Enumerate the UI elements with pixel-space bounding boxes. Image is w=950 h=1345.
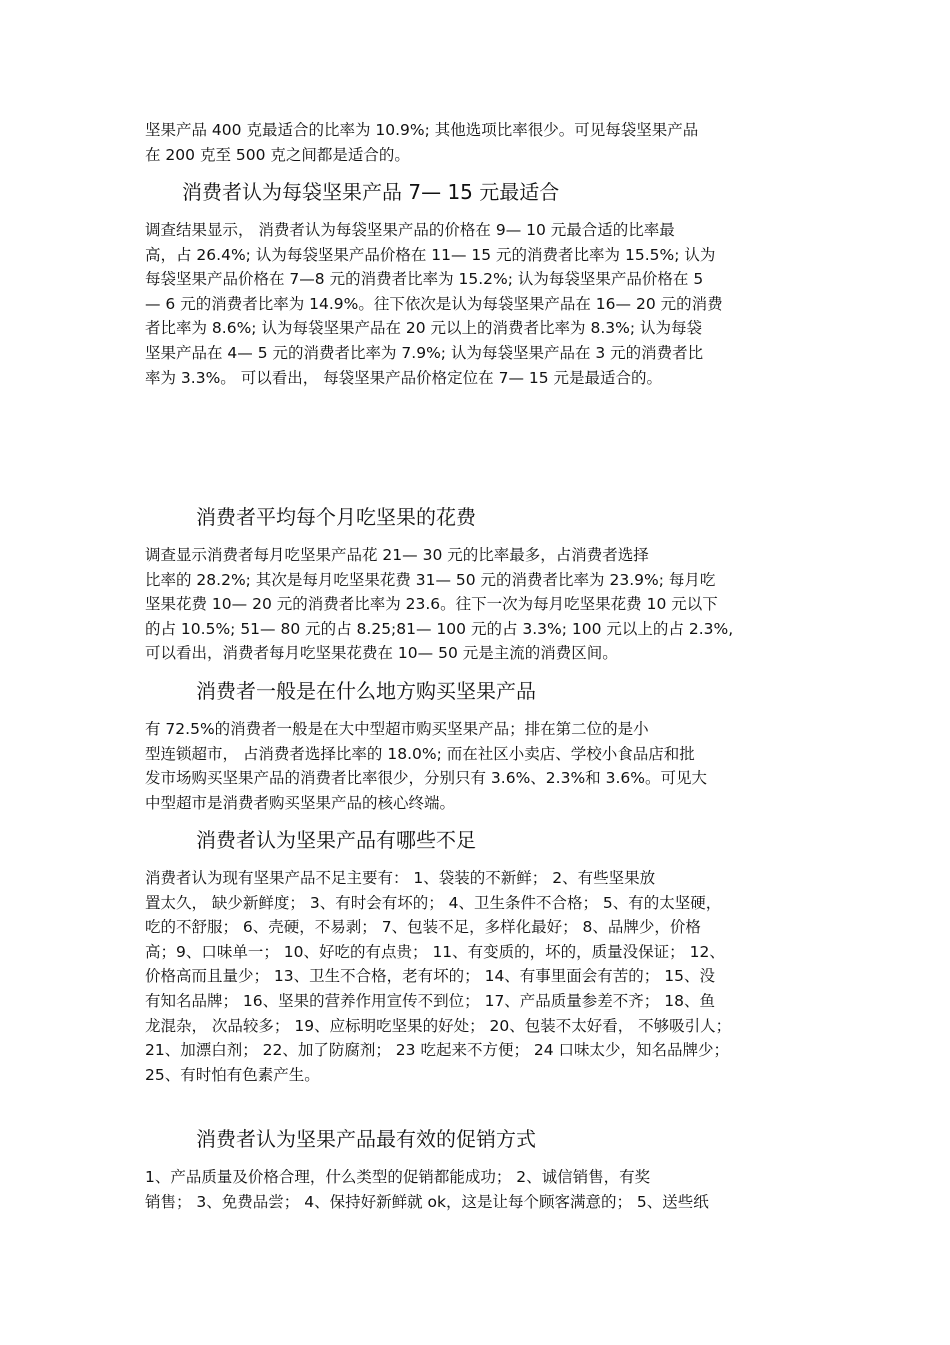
text-line: 有 72.5%的消费者一般是在大中型超市购买坚果产品；排在第二位的是小 xyxy=(145,720,649,738)
text-line: 可以看出，消费者每月吃坚果花费在 10— 50 元是主流的消费区间。 xyxy=(145,644,618,663)
heading-purchase-place: 消费者一般是在什么地方购买坚果产品 xyxy=(196,679,536,703)
price-paragraph xyxy=(145,218,723,390)
text-line: 1、产品质量及价格合理，什么类型的促销都能成功； 2、诚信销售，有奖 xyxy=(145,1168,651,1186)
text-line: 有知名品牌； 16、坚果的营养作用宣传不到位； 17、产品质量参差不齐； 18、鱼 xyxy=(145,991,715,1010)
text-line: — 6 元的消费者比率为 14.9%。往下依次是认为每袋坚果产品在 16— 20 元的消费 xyxy=(145,294,723,313)
text-line: 调查显示消费者每月吃坚果产品花 21— 30 元的比率最多，占消费者选择 xyxy=(145,546,649,564)
text-line: 置太久， 缺少新鲜度； 3、有时会有坏的； 4、卫生条件不合格； 5、有的太坚硬， xyxy=(145,893,722,912)
text-line: 高；9、口味单一； 10、好吃的有点贵； 11、有变质的，坏的，质量没保证； 12、 xyxy=(145,942,725,961)
monthly-spend-paragraph xyxy=(145,543,733,666)
text-line: 吃的不舒服； 6、壳硬，不易剥； 7、包装不足，多样化最好； 8、品牌少，价格 xyxy=(145,918,701,937)
purchase-place-paragraph xyxy=(145,717,707,815)
text-line: 发市场购买坚果产品的消费者比率很少，分别只有 3.6%、2.3%和 3.6%。可见大 xyxy=(145,769,707,788)
text-line: 销售； 3、免费品尝； 4、保持好新鲜就 ok，这是让每个顾客满意的； 5、送些纸 xyxy=(145,1192,709,1211)
text-line: 坚果花费 10— 20 元的消费者比率为 23.6。往下一次为每月吃坚果花费 10 元以下 xyxy=(145,595,718,614)
text-line: 坚果产品在 4— 5 元的消费者比率为 7.9%; 认为每袋坚果产品在 3 元的消费者比 xyxy=(145,343,704,362)
text-line: 在 200 克至 500 克之间都是适合的。 xyxy=(145,145,410,164)
heading-shortcomings: 消费者认为坚果产品有哪些不足 xyxy=(196,828,476,852)
text-line: 调查结果显示， 消费者认为每袋坚果产品的价格在 9— 10 元最合适的比率最 xyxy=(145,221,675,239)
text-line: 每袋坚果产品价格在 7—8 元的消费者比率为 15.2%; 认为每袋坚果产品价格在 5 xyxy=(145,270,704,289)
text-line: 比率的 28.2%; 其次是每月吃坚果花费 31— 50 元的消费者比率为 23.9%; 每月吃 xyxy=(145,570,716,589)
text-line: 高，占 26.4%; 认为每袋坚果产品价格在 11— 15 元的消费者比率为 15.5%; 认为 xyxy=(145,245,716,264)
intro-paragraph xyxy=(145,118,698,167)
heading-monthly-spend: 消费者平均每个月吃坚果的花费 xyxy=(196,505,476,529)
text-line: 龙混杂， 次品较多； 19、应标明吃坚果的好处； 20、包装不太好看， 不够吸引人； xyxy=(145,1016,732,1035)
text-line: 中型超市是消费者购买坚果产品的核心终端。 xyxy=(145,793,456,812)
text-line: 率为 3.3%。 可以看出， 每袋坚果产品价格定位在 7— 15 元是最适合的。 xyxy=(145,368,663,387)
text-line: 21、加漂白剂； 22、加了防腐剂； 23 吃起来不方便； 24 口味太少，知名品牌少； xyxy=(145,1041,730,1060)
text-line: 的占 10.5%; 51— 80 元的占 8.25;81— 100 元的占 3.3%; 100 元以上的占 2.3%, xyxy=(145,619,734,638)
heading-promotion: 消费者认为坚果产品最有效的促销方式 xyxy=(196,1127,536,1151)
text-line: 价格高而且量少； 13、卫生不合格，老有坏的； 14、有事里面会有苦的； 15、没 xyxy=(145,967,715,986)
text-line: 消费者认为现有坚果产品不足主要有： 1、袋装的不新鲜； 2、有些坚果放 xyxy=(145,869,656,887)
text-line: 者比率为 8.6%; 认为每袋坚果产品在 20 元以上的消费者比率为 8.3%; 认为每袋 xyxy=(145,319,702,338)
promotion-paragraph xyxy=(145,1165,709,1214)
text-line: 型连锁超市， 占消费者选择比率的 18.0%; 而在社区小卖店、学校小食品店和批 xyxy=(145,744,695,763)
text-line: 坚果产品 400 克最适合的比率为 10.9%; 其他选项比率很少。可见每袋坚果产品 xyxy=(145,121,699,139)
shortcomings-paragraph xyxy=(145,866,731,1087)
text-line: 25、有时怕有色素产生。 xyxy=(145,1065,320,1084)
heading-price: 消费者认为每袋坚果产品 7— 15 元最适合 xyxy=(182,180,560,204)
